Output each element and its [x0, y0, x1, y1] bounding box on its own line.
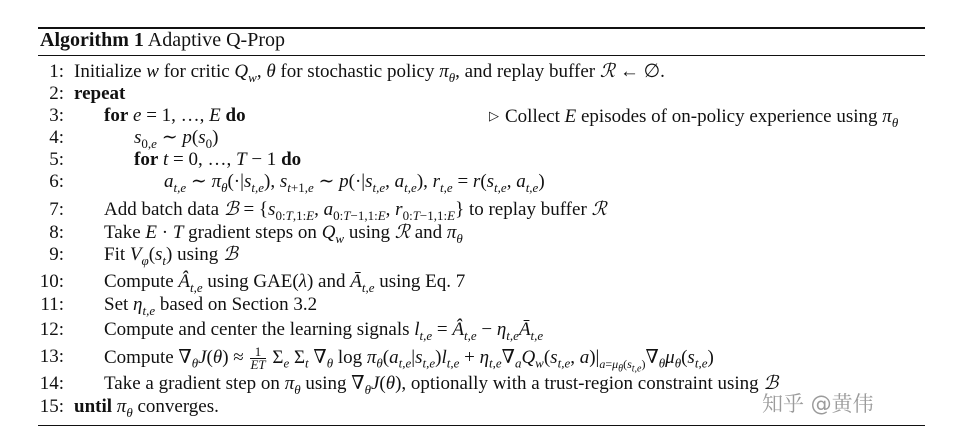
line-content: Take E · T gradient steps on $Q_w$ using ℛ and $\pi_\theta$: [104, 222, 463, 246]
line-content: repeat: [74, 83, 126, 104]
line-number: 3:: [49, 105, 64, 126]
line-content: Compute $Â_{t,e}$ using GAE(λ) and $Ā_{t,e}$ using Eq. 7: [104, 271, 466, 295]
line-number: 11:: [40, 294, 64, 315]
line-number: 1:: [49, 61, 64, 82]
line-content: Compute and center the learning signals $l_{t,e}$ = $Â_{t,e}$ − $\eta_{t,e}Ā_{t,e}$: [104, 319, 544, 343]
line-number: 5:: [49, 149, 64, 170]
line-number: 12:: [39, 319, 64, 340]
line-number: 7:: [49, 199, 64, 220]
line-number: 14:: [39, 373, 64, 394]
line-content: $a_{t,e}$ ∼ $\pi_\theta(\cdot|s_{t,e})$, $s_{t+1,e}$ ∼ $p(\cdot|s_{t,e}$, $a_{t,e}$), $r_{t,e} = r(s_{t,e}$, $a_{t,e}$): [164, 171, 545, 195]
line-content: Initialize w for critic $Q_w$, θ for stochastic policy $\pi_\theta$, and replay buffer ℛ ← ∅.: [74, 61, 665, 85]
line-content: Fit $V_\varphi(s_t)$ using ℬ: [104, 244, 238, 268]
line-number: 10:: [39, 271, 64, 292]
algorithm-line-3: [0, 105, 966, 130]
line-comment: ▷ Collect E episodes of on-policy experience using $\pi_\theta$: [489, 106, 899, 130]
line-content: for e = 1, …, E do: [104, 105, 246, 126]
watermark: 知乎 @黄伟: [762, 392, 874, 416]
bottom-rule: [38, 425, 925, 426]
line-number: 13:: [39, 346, 64, 367]
algorithm-title: Adaptive Q-Prop: [147, 29, 285, 51]
line-number: 2:: [49, 83, 64, 104]
algorithm-header: [40, 28, 285, 52]
line-content: until $\pi_\theta$ converges.: [74, 396, 219, 420]
line-number: 6:: [49, 171, 64, 192]
line-content: Take a gradient step on $\pi_\theta$ using $\nabla_\theta J(\theta)$, optionally with a trust-region constraint using ℬ: [104, 373, 779, 397]
line-number: 9:: [49, 244, 64, 265]
line-content: Compute $\nabla_\theta J(\theta)$ ≈ $\frac{1}{ET}$ $\Sigma_e$ $\Sigma_t$ $\nabla_\theta$ $\log \pi_\theta(a_{t,e}|s_{t,e})l_{t,e} + \eta_{t,e}\nabla_aQ_w(s_{t,e}$, $a)|_{a=\mu_\theta(s_{t,e})}\nabla_\theta\mu_\theta(s_{t,e})$: [104, 344, 714, 375]
triangle-right-icon: ▷: [489, 108, 499, 123]
line-content: Add batch data ℬ = {$s_{0:T,1:E}$, $a_{0:T-1,1:E}$, $r_{0:T-1,1:E}$} to replay buffer ℛ: [104, 199, 607, 223]
line-number: 4:: [49, 127, 64, 148]
line-content: for t = 0, …, T − 1 do: [134, 149, 302, 170]
header-rule: [38, 55, 925, 56]
line-content: $s_{0,e}$ ∼ $p(s_0)$: [134, 127, 219, 151]
line-number: 15:: [39, 396, 64, 417]
line-content: Set $\eta_{t,e}$ based on Section 3.2: [104, 294, 318, 318]
algorithm-label: Algorithm 1: [40, 29, 144, 51]
line-number: 8:: [49, 222, 64, 243]
